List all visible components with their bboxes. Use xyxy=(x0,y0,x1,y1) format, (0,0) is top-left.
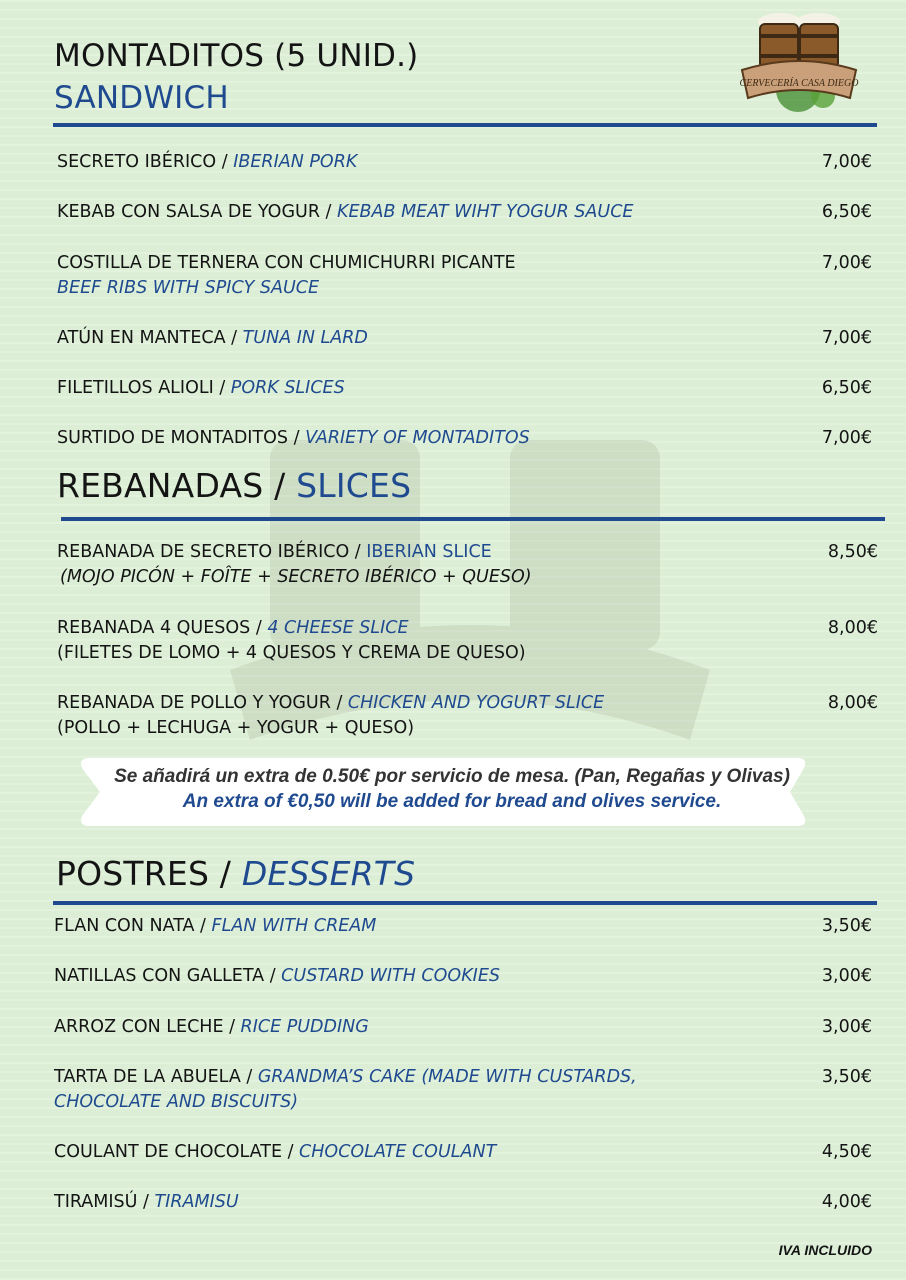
item-name-es: FILETILLOS ALIOLI / xyxy=(57,378,231,398)
item-name-en: CHICKEN AND YOGURT SLICE xyxy=(347,693,605,713)
item-price: 7,00€ xyxy=(821,328,872,348)
item-name-en: TUNA IN LARD xyxy=(242,328,368,348)
section-title-es: REBANADAS / xyxy=(57,466,297,505)
vat-included-note: IVA INCLUIDO xyxy=(778,1242,872,1258)
menu-item xyxy=(54,964,872,989)
item-name-es: ARROZ CON LECHE / xyxy=(54,1017,241,1037)
item-name-en: IBERIAN SLICE xyxy=(366,542,492,562)
item-price: 4,50€ xyxy=(821,1142,872,1162)
logo-text: CERVECERÍA CASA DIEGO xyxy=(739,78,859,89)
item-name-en: FLAN WITH CREAM xyxy=(211,916,377,936)
section-title-montaditos: MONTADITOS (5 UNID.) xyxy=(54,38,419,74)
item-name-es: REBANADA 4 QUESOS / xyxy=(57,618,268,638)
item-name-en: CHOCOLATE COULANT xyxy=(299,1142,497,1162)
section-title-postres xyxy=(56,854,415,893)
item-price: 3,50€ xyxy=(821,1067,872,1087)
brewery-logo xyxy=(738,8,860,120)
menu-item xyxy=(54,1190,872,1215)
item-price: 4,00€ xyxy=(821,1192,872,1212)
menu-item xyxy=(57,251,872,301)
item-name-en: RICE PUDDING xyxy=(240,1017,369,1037)
item-name-en: TIRAMISU xyxy=(154,1192,239,1212)
menu-item xyxy=(54,1140,872,1165)
item-name-es: TIRAMISÚ / xyxy=(54,1192,155,1212)
item-detail: (POLLO + LECHUGA + YOGUR + QUESO) xyxy=(57,718,415,738)
item-name-es: COSTILLA DE TERNERA CON CHUMICHURRI PICANTE xyxy=(57,253,516,273)
item-price: 3,50€ xyxy=(821,916,872,936)
menu-item xyxy=(57,616,878,666)
menu-item xyxy=(57,150,872,175)
item-price: 6,50€ xyxy=(821,202,872,222)
item-name-es: SECRETO IBÉRICO / xyxy=(57,152,234,172)
item-price: 8,00€ xyxy=(827,618,878,638)
notice-banner xyxy=(76,764,828,814)
section-title-rebanadas xyxy=(57,466,411,505)
menu-item xyxy=(57,200,872,225)
item-name-es: TARTA DE LA ABUELA / xyxy=(54,1067,258,1087)
menu-item xyxy=(57,426,872,451)
item-name-en: PORK SLICES xyxy=(230,378,345,398)
item-name-es: KEBAB CON SALSA DE YOGUR / xyxy=(57,202,337,222)
item-name-en: CUSTARD WITH COOKIES xyxy=(281,966,501,986)
item-name-es: SURTIDO DE MONTADITOS / xyxy=(57,428,306,448)
section-divider xyxy=(61,517,885,521)
menu-item xyxy=(57,540,878,590)
item-name-es: ATÚN EN MANTECA / xyxy=(57,328,243,348)
item-price: 8,50€ xyxy=(827,542,878,562)
item-name-en-continued: CHOCOLATE AND BISCUITS) xyxy=(54,1092,299,1112)
notice-es: Se añadirá un extra de 0.50€ por servicio de mesa. (Pan, Regañas y Olivas) xyxy=(114,766,790,787)
item-name-en: IBERIAN PORK xyxy=(233,152,358,172)
item-name-en: GRANDMA’S CAKE (MADE WITH CUSTARDS, xyxy=(257,1067,637,1087)
menu-item xyxy=(54,914,872,939)
item-price: 7,00€ xyxy=(821,253,872,273)
menu-item xyxy=(54,1015,872,1040)
section-divider xyxy=(53,901,877,905)
item-name-en: BEEF RIBS WITH SPICY SAUCE xyxy=(57,278,320,298)
menu-item xyxy=(57,376,872,401)
section-divider xyxy=(53,123,877,127)
section-title-es: POSTRES / xyxy=(56,854,242,893)
section-subtitle-sandwich: SANDWICH xyxy=(54,80,229,116)
item-price: 8,00€ xyxy=(827,693,878,713)
item-name-es: FLAN CON NATA / xyxy=(54,916,212,936)
item-price: 6,50€ xyxy=(821,378,872,398)
section-title-en: DESSERTS xyxy=(241,854,416,893)
item-price: 7,00€ xyxy=(821,152,872,172)
item-detail: (FILETES DE LOMO + 4 QUESOS Y CREMA DE QUESO) xyxy=(57,643,526,663)
menu-item xyxy=(57,691,878,741)
menu-item xyxy=(54,1065,872,1115)
item-name-en: VARIETY OF MONTADITOS xyxy=(305,428,530,448)
item-name-en: 4 CHEESE SLICE xyxy=(267,618,409,638)
item-name-es: COULANT DE CHOCOLATE / xyxy=(54,1142,300,1162)
item-name-es: REBANADA DE POLLO Y YOGUR / xyxy=(57,693,348,713)
item-name-en: KEBAB MEAT WIHT YOGUR SAUCE xyxy=(337,202,634,222)
item-detail: (MOJO PICÓN + FOÎTE + SECRETO IBÉRICO + QUESO) xyxy=(60,567,532,587)
item-price: 3,00€ xyxy=(821,1017,872,1037)
item-name-es: REBANADA DE SECRETO IBÉRICO / xyxy=(57,542,367,562)
item-name-es: NATILLAS CON GALLETA / xyxy=(54,966,282,986)
item-price: 7,00€ xyxy=(821,428,872,448)
section-title-en: SLICES xyxy=(296,466,412,505)
notice-en: An extra of €0,50 will be added for bread and olives service. xyxy=(182,791,722,812)
item-price: 3,00€ xyxy=(821,966,872,986)
menu-item xyxy=(57,326,872,351)
